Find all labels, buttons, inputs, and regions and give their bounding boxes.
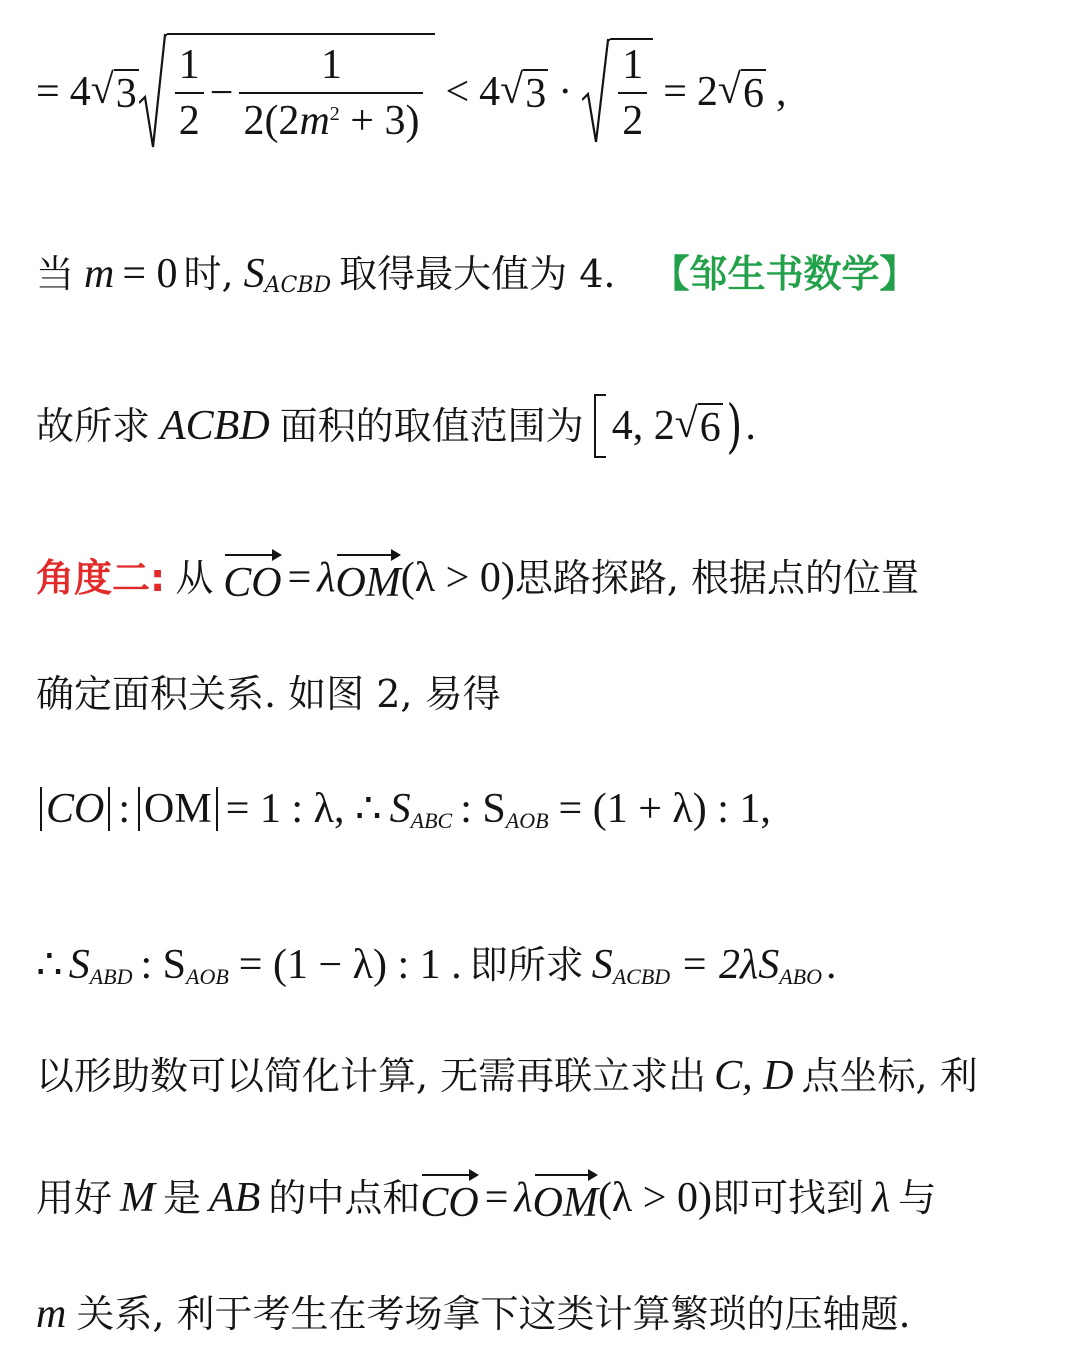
text-line-10 bbox=[36, 1292, 1050, 1336]
coefficient: 4 bbox=[69, 69, 91, 115]
subscript-acbd: ACBD bbox=[612, 964, 671, 989]
subscript-abd: ABD bbox=[89, 964, 133, 989]
text-when: 当 bbox=[36, 252, 75, 296]
left-bracket bbox=[594, 394, 606, 458]
sqrt-3b: √ 3 bbox=[500, 67, 547, 117]
text-shi: 时, bbox=[183, 252, 234, 296]
text-gusuoqiu: 故所求 bbox=[36, 404, 151, 448]
vector-co: CO bbox=[223, 552, 281, 604]
text-approach: 思路探路, 根据点的位置 bbox=[514, 556, 919, 600]
area-s: S bbox=[68, 942, 90, 988]
text-determine-area: 确定面积关系. 如图 2, 易得 bbox=[36, 672, 501, 716]
lambda-condition: (λ > 0) bbox=[400, 555, 515, 601]
sqrt-6-range: √ 6 bbox=[674, 401, 721, 451]
equals-sign-2: = bbox=[663, 69, 687, 115]
text-line-8 bbox=[36, 1052, 1050, 1100]
ratio-tail: = (1 − λ) : 1 . bbox=[238, 942, 462, 988]
point-m: M bbox=[120, 1175, 156, 1221]
segment-co: CO bbox=[46, 786, 105, 832]
source-tag: 【邹生书数学】 bbox=[651, 252, 918, 296]
ratio-s: : S bbox=[460, 786, 506, 832]
text-conclusion: 关系, 利于考生在考场拿下这类计算繁琐的压轴题. bbox=[76, 1292, 911, 1336]
text-midpoint: 的中点和 bbox=[268, 1176, 421, 1220]
comma: , bbox=[775, 69, 787, 115]
var-acbd: ACBD bbox=[160, 403, 270, 449]
lambda: λ bbox=[317, 555, 336, 601]
text-line-3 bbox=[36, 394, 1050, 458]
right-paren: ) bbox=[726, 392, 742, 460]
text-jisuoqiu: 即所求 bbox=[469, 943, 584, 987]
text-simplify: 以形助数可以简化计算, 无需再联立求出 bbox=[36, 1054, 707, 1098]
lambda: λ bbox=[871, 1175, 891, 1221]
text-cong: 从 bbox=[175, 556, 214, 600]
formula-line-6 bbox=[36, 782, 1050, 836]
less-than: < bbox=[445, 69, 470, 115]
max-text: 取得最大值为 4. bbox=[339, 252, 616, 296]
area-s: S bbox=[389, 786, 411, 832]
period: . bbox=[745, 403, 756, 449]
text-line-5 bbox=[36, 672, 1050, 716]
abs-bar bbox=[108, 787, 110, 831]
formula-line-1 bbox=[36, 30, 1050, 154]
angle-two-label: 角度二: bbox=[36, 556, 166, 600]
vector-om: OM bbox=[533, 1172, 598, 1224]
area-s: S bbox=[591, 942, 613, 988]
abs-bar bbox=[138, 787, 140, 831]
sqrt-6: √ 6 bbox=[717, 67, 764, 117]
var-m: m bbox=[36, 1291, 67, 1337]
coefficient-2: 4 bbox=[479, 69, 501, 115]
subscript-abc: ABC bbox=[410, 808, 453, 833]
text-line-2 bbox=[36, 248, 1050, 300]
minus-sign: − bbox=[209, 70, 234, 116]
therefore-symbol: ∴ bbox=[36, 942, 63, 988]
text-yonghao: 用好 bbox=[36, 1176, 113, 1220]
text-yu: 与 bbox=[898, 1176, 937, 1220]
vector-co: CO bbox=[420, 1172, 478, 1224]
range-lower: 4, 2 bbox=[611, 403, 675, 449]
ratio-s: : S bbox=[140, 942, 187, 988]
fraction-half-2: $\frac{1}{2}$ bbox=[618, 44, 647, 142]
subscript-aob: AOB bbox=[186, 964, 229, 989]
subscript-abo: ABO bbox=[779, 964, 822, 989]
fraction-half: $\frac{1}{2}$ bbox=[175, 44, 204, 142]
segment-ab: AB bbox=[209, 1175, 261, 1221]
equals-sign: = bbox=[36, 69, 60, 115]
dot-operator: · bbox=[558, 69, 573, 115]
equals: = bbox=[484, 1175, 509, 1221]
area-subscript: ACBD bbox=[264, 273, 332, 298]
period: . bbox=[825, 942, 837, 988]
ratio-result: = 1 : λ, ∴ bbox=[225, 786, 382, 832]
abs-bar bbox=[40, 787, 42, 831]
big-radical bbox=[139, 33, 436, 151]
text-find: 即可找到 bbox=[711, 1176, 864, 1220]
points-cd: C, D bbox=[714, 1053, 794, 1099]
area-symbol: S bbox=[243, 251, 265, 297]
subscript-aob: AOB bbox=[505, 808, 549, 833]
text-coords: 点坐标, 利 bbox=[801, 1054, 978, 1098]
text-shi: 是 bbox=[163, 1176, 202, 1220]
lambda: λ bbox=[514, 1175, 533, 1221]
result-coefficient: 2 bbox=[696, 69, 718, 115]
segment-om: OM bbox=[144, 786, 212, 832]
ratio-tail: = (1 + λ) : 1, bbox=[558, 786, 771, 832]
abs-bar bbox=[216, 787, 218, 831]
lambda-condition: (λ > 0) bbox=[597, 1175, 712, 1221]
ratio-colon: : bbox=[118, 786, 131, 832]
fraction-complex: $\frac{1}{2(2m^2 + 3)}$ bbox=[239, 44, 423, 142]
area-equation: = 2λS bbox=[680, 942, 780, 988]
text-range: 面积的取值范围为 bbox=[279, 404, 584, 448]
equals: = bbox=[287, 555, 312, 601]
formula-line-7 bbox=[36, 938, 1050, 992]
radical-half bbox=[582, 38, 653, 146]
condition: = 0 bbox=[122, 251, 178, 297]
vector-om: OM bbox=[335, 552, 400, 604]
text-line-9 bbox=[36, 1170, 1050, 1226]
text-line-4 bbox=[36, 550, 1050, 606]
var-m: m bbox=[84, 251, 115, 297]
sqrt-3: √ 3 bbox=[90, 67, 137, 117]
